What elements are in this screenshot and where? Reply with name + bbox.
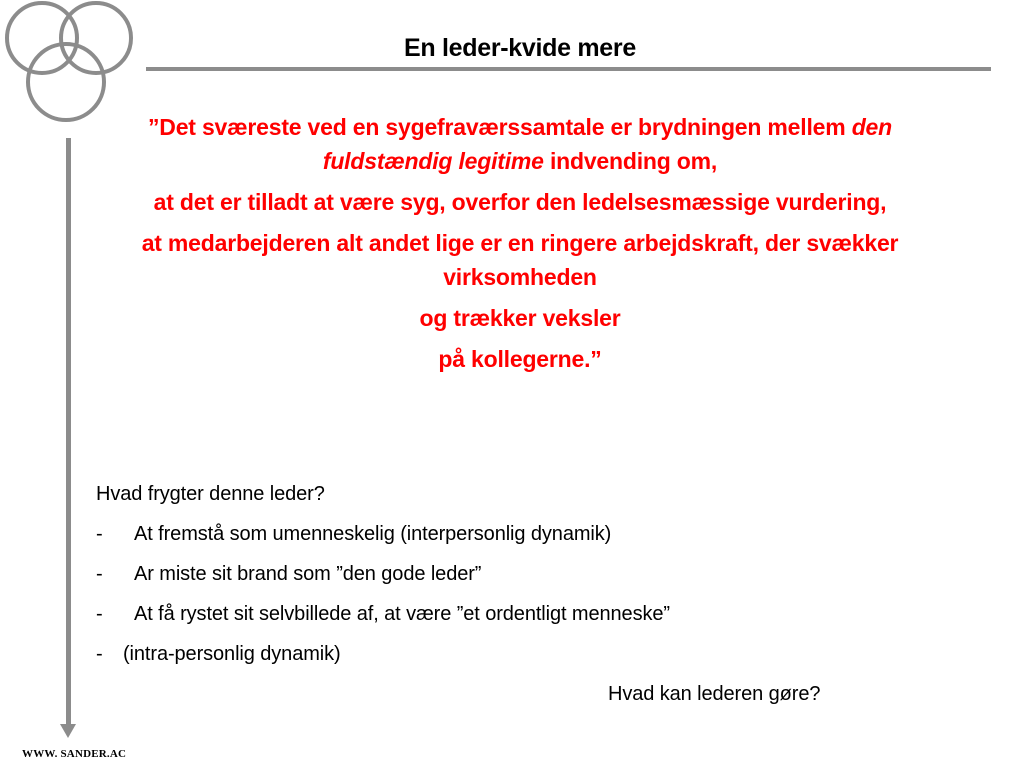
title-divider: [146, 67, 991, 71]
list-dash: -: [96, 523, 103, 545]
list-item: [96, 600, 956, 640]
list-item-text: At få rystet sit selvbillede af, at være ”et ordentligt menneske”: [134, 603, 670, 625]
footer-url: WWW. SANDER.AC: [22, 748, 127, 760]
list-dash: -: [96, 563, 103, 585]
list-item: [96, 520, 956, 560]
list-item-text: (intra-personlig dynamik): [123, 643, 341, 665]
quote-paragraph-1: [90, 110, 950, 178]
quote-block: [90, 110, 950, 383]
list-item: [96, 640, 956, 680]
closing-question: Hvad kan lederen gøre?: [608, 683, 821, 705]
quote-p1-emphasis: den fuldstændig legitime: [322, 114, 892, 174]
list-item-text: At fremstå som umenneskelig (interpersonlig dynamik): [134, 523, 612, 545]
list-item: [96, 560, 956, 600]
quote-p1-start: ”Det sværeste ved en sygefraværssamtale er brydningen mellem: [148, 114, 852, 140]
down-arrow-icon: [60, 724, 76, 738]
quote-paragraph-4: og trækker veksler: [419, 305, 621, 331]
slide-title: En leder-kvide mere: [404, 34, 636, 62]
quote-paragraph-5: på kollegerne.”: [438, 346, 602, 372]
question-heading: Hvad frygter denne leder?: [96, 483, 325, 505]
question-list: [96, 480, 956, 680]
quote-p1-end: indvending om,: [543, 148, 718, 174]
list-dash: -: [96, 643, 103, 665]
list-item-text: Ar miste sit brand som ”den gode leder”: [134, 563, 482, 585]
quote-paragraph-3: at medarbejderen alt andet lige er en ringere arbejdskraft, der svækker virksomheden: [141, 230, 899, 290]
vertical-timeline-line: [66, 138, 71, 728]
list-dash: -: [96, 603, 103, 625]
quote-paragraph-2: at det er tilladt at være syg, overfor den ledelsesmæssige vurdering,: [153, 189, 887, 215]
question-heading-row: [96, 480, 956, 520]
